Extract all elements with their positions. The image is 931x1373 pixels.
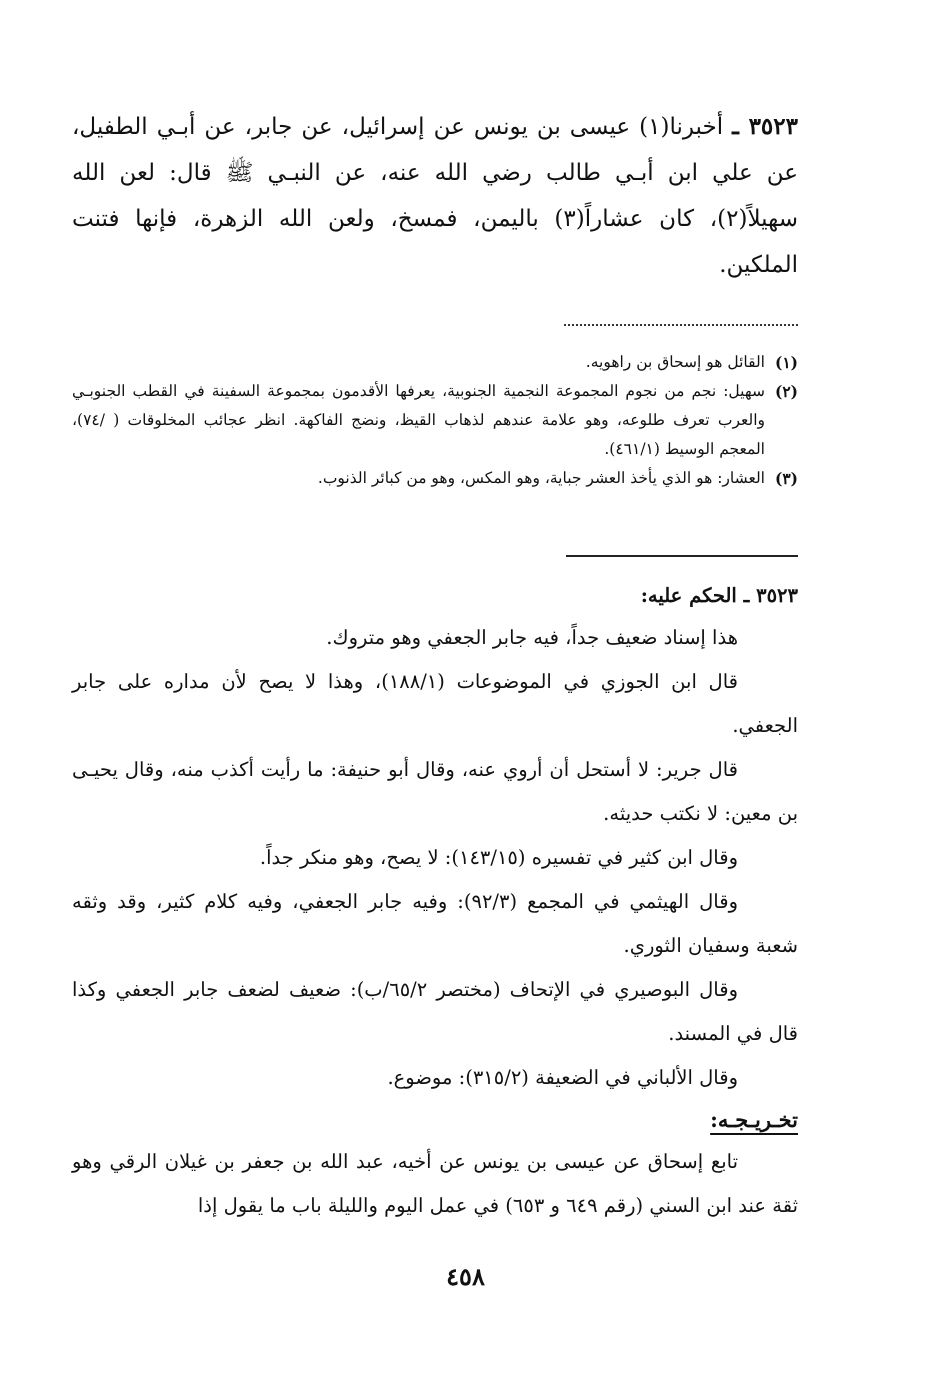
section-divider <box>566 555 798 557</box>
page-number: ٤٥٨ <box>446 1262 485 1291</box>
footnote-text: القائل هو إسحاق بن راهويه. <box>585 353 765 371</box>
footnotes <box>72 348 798 493</box>
footnote-text: العشار: هو الذي يأخذ العشر جباية، وهو المكس، وهو من كبائر الذنوب. <box>317 469 765 487</box>
hadith-block <box>72 104 798 288</box>
footnote-mark: (٢) <box>774 382 798 401</box>
footnote-2 <box>72 377 798 464</box>
ruling-section <box>72 576 798 1228</box>
footnote-1 <box>72 348 798 377</box>
takhrij-paragraph: تابع إسحاق عن عيسى بن يونس عن أخيه، عبد الله بن جعفر بن غيلان الرقي وهو ثقة عند ابن السني (رقم ٦٤٩ و ٦٥٣) في عمل اليوم والليلة باب ما يقول إذا <box>72 1150 798 1217</box>
takhrij-heading: تخـريـجـه: <box>710 1107 798 1132</box>
footnote-separator <box>564 324 798 326</box>
footnote-mark: (١) <box>774 353 798 372</box>
hadith-number: ٣٥٢٣ ـ <box>732 113 798 140</box>
footnote-mark: (٣) <box>774 469 798 488</box>
footnote-text: سهيل: نجم من نجوم المجموعة النجمية الجنوبية، يعرفها الأقدمون بمجموعة السفينة في القطب الجنوبـي والعرب تعرف طلوعه، وهو علامة عندهم لذهاب القيظ، ونضج الفاكهة. انظر عجائب المخلوقات ( /٧٤)، المعجم الوسيط (٤٦١/١). <box>72 382 765 458</box>
hadith-paragraph <box>72 104 798 288</box>
ruling-paragraph: هذا إسناد ضعيف جداً، فيه جابر الجعفي وهو متروك. <box>326 626 738 649</box>
ruling-paragraph: وقال الألباني في الضعيفة (٣١٥/٢): موضوع. <box>387 1066 738 1089</box>
footnote-3 <box>72 464 798 493</box>
ruling-paragraph: قال ابن الجوزي في الموضوعات (١٨٨/١)، وهذا لا يصح لأن مداره على جابر الجعفي. <box>72 670 798 737</box>
ruling-paragraph: وقال البوصيري في الإتحاف (مختصر ٦٥/٢/ب): ضعيف لضعف جابر الجعفي وكذا قال في المسند. <box>72 978 798 1045</box>
ruling-heading: ٣٥٢٣ ـ الحكم عليه: <box>640 584 798 607</box>
ruling-paragraph: وقال الهيثمي في المجمع (٩٢/٣): وفيه جابر الجعفي، وفيه كلام كثير، وقد وثقه شعبة وسفيان الثوري. <box>72 890 798 957</box>
hadith-text: أخبرنا(١) عيسى بن يونس عن إسرائيل، عن جابر، عن أبـي الطفيل، عن علي ابن أبـي طالب رضي الله عنه، عن النبـي ﷺ قال: لعن الله سهيلاً(٢)، كان عشاراً(٣) باليمن، فمسخ، ولعن الله الزهرة، فإنها فتنت الملكين. <box>72 114 798 278</box>
ruling-paragraph: وقال ابن كثير في تفسيره (١٤٣/١٥): لا يصح، وهو منكر جداً. <box>259 846 738 869</box>
ruling-paragraph: قال جرير: لا أستحل أن أروي عنه، وقال أبو حنيفة: ما رأيت أكذب منه، وقال يحيـى بن معين: لا نكتب حديثه. <box>72 758 798 825</box>
